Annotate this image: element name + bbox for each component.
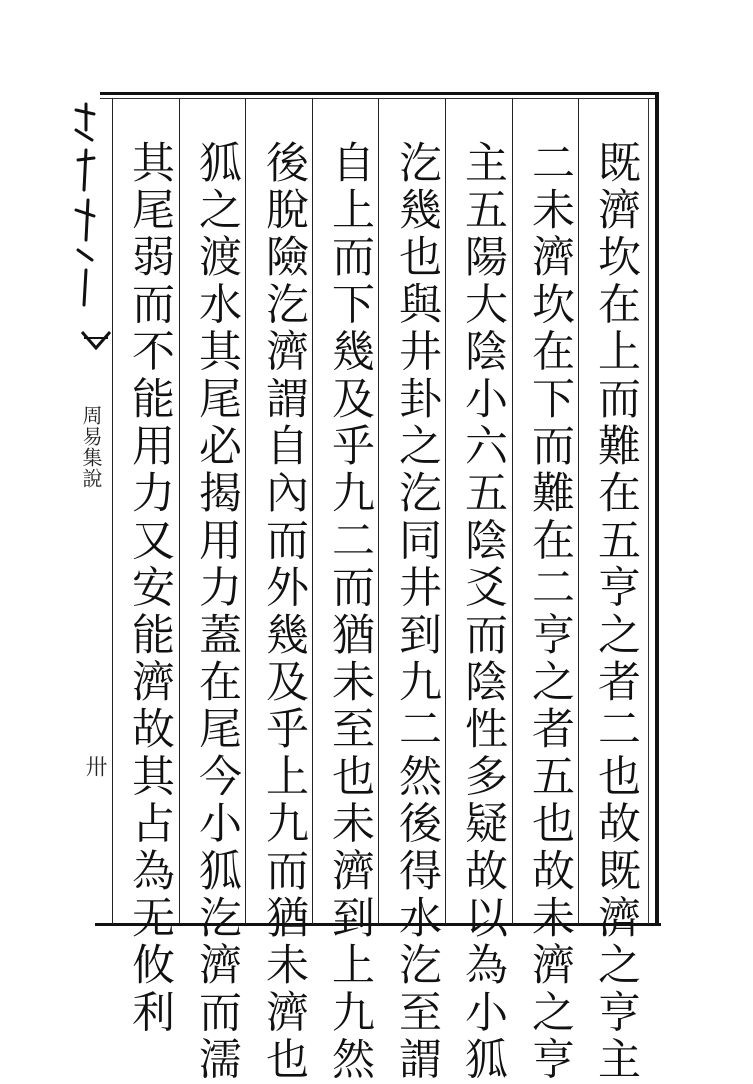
text-column: 狐之渡水其尾必揭用力蓋在尾今小狐汔濟而濡 <box>192 140 242 1084</box>
text-column: 後脫險汔濟謂自內而外幾及乎上九而猶未濟也 <box>259 140 309 1084</box>
column-rule <box>245 98 246 924</box>
column-rule <box>512 98 513 924</box>
column-rule <box>179 98 180 924</box>
text-column: 既濟坎在上而難在五亨之者二也故既濟之亨主 <box>591 140 641 1084</box>
column-rule <box>378 98 379 924</box>
column-rule <box>445 98 446 924</box>
column-rule <box>112 98 113 924</box>
frame-right-inner-rule <box>648 98 649 924</box>
frame-top-inner-rule <box>100 98 658 99</box>
text-column: 其尾弱而不能用力又安能濟故其占為无攸利 <box>125 140 175 1037</box>
text-column: 自上而下幾及乎九二而猶未至也未濟到上九然 <box>325 140 375 1084</box>
fishtail-ornament-icon <box>72 100 100 310</box>
column-rule <box>578 98 579 924</box>
book-title: 周易集說 <box>79 405 103 489</box>
frame-right-rule <box>655 92 659 926</box>
text-column: 汔幾也與井卦之汔同井到九二然後得水汔至謂 <box>392 140 442 1084</box>
fishtail-mark-icon <box>80 330 112 352</box>
column-rule <box>312 98 313 924</box>
page-number: 卅 <box>82 755 107 777</box>
frame-top-rule <box>100 92 658 95</box>
text-column: 二未濟坎在下而難在二亨之者五也故未濟之亨 <box>525 140 575 1084</box>
text-column: 主五陽大陰小六五陰爻而陰性多疑故以為小狐 <box>458 140 508 1084</box>
